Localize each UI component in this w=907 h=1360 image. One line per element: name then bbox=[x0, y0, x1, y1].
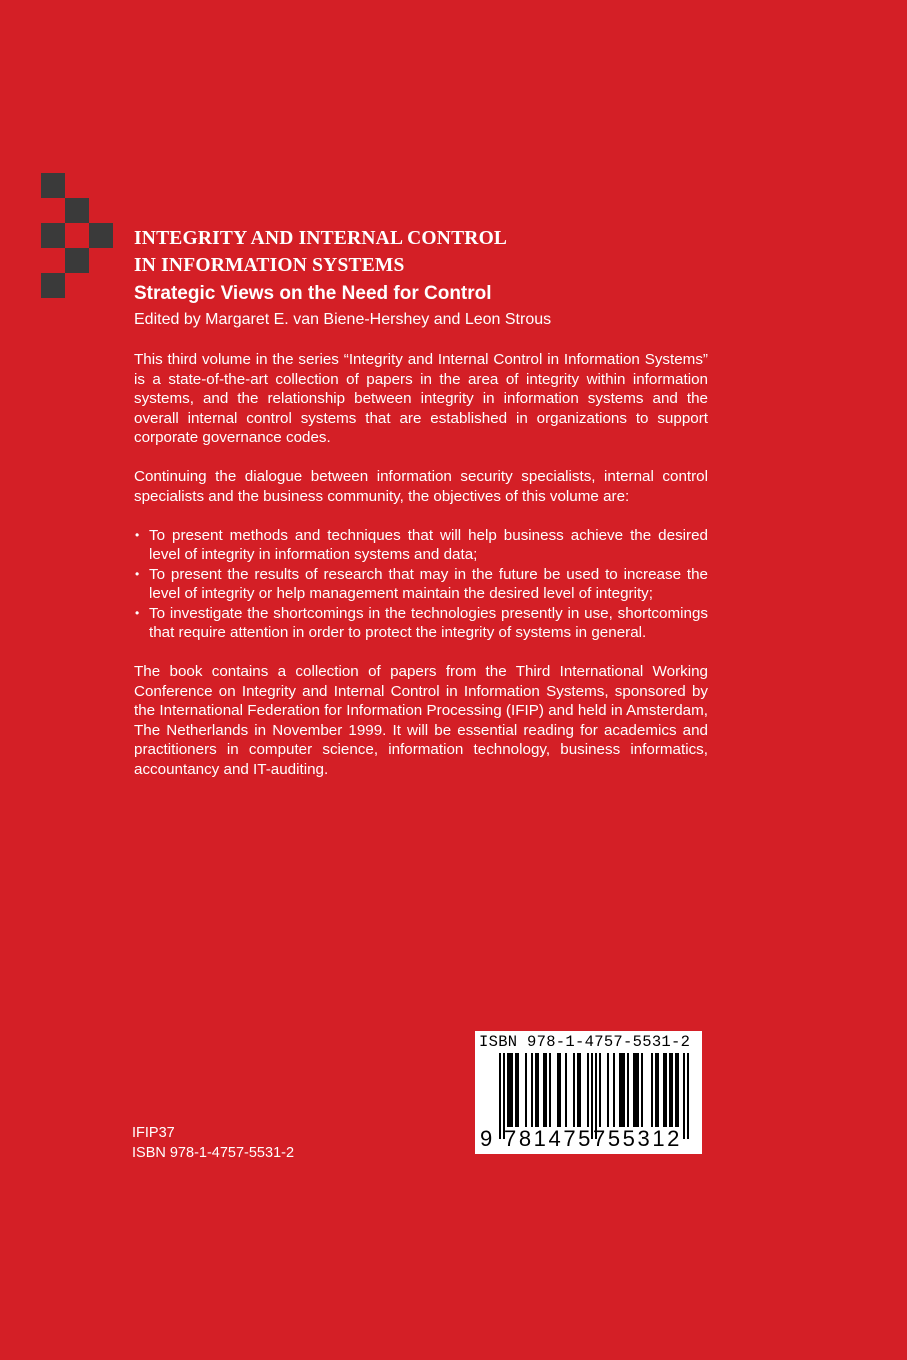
isbn-text: ISBN 978-1-4757-5531-2 bbox=[132, 1144, 295, 1161]
barcode-bar bbox=[641, 1053, 643, 1127]
barcode-bar bbox=[663, 1053, 665, 1127]
barcode-bar bbox=[621, 1053, 623, 1127]
bullet-icon: • bbox=[135, 566, 140, 581]
barcode-bar bbox=[633, 1053, 635, 1127]
barcode-bar bbox=[535, 1053, 537, 1127]
barcode-digit-first: 9 bbox=[480, 1126, 493, 1151]
barcode-bar bbox=[623, 1053, 625, 1127]
description-paragraph-1: This third volume in the series “Integrity and Internal Control in Information Systems” is a state-of-the-art collection of papers in the area of integrity within information systems, and the relationship between integrity in information systems and the overall internal control systems that are established in organizations to support corporate governance codes. bbox=[134, 351, 708, 446]
objective-item bbox=[134, 604, 708, 643]
barcode-bar bbox=[637, 1053, 639, 1127]
barcode-bar bbox=[683, 1053, 685, 1139]
barcode-bar bbox=[671, 1053, 673, 1127]
objective-text: To present methods and techniques that will help business achieve the desired level of integrity in information systems and data; bbox=[149, 526, 708, 563]
objective-item bbox=[134, 565, 708, 604]
barcode-bar bbox=[543, 1053, 545, 1127]
barcode-bar bbox=[559, 1053, 561, 1127]
barcode-bar bbox=[613, 1053, 615, 1127]
book-editors: Edited by Margaret E. van Biene-Hershey and Leon Strous bbox=[134, 311, 552, 328]
barcode-bar bbox=[675, 1053, 677, 1127]
barcode-bar bbox=[651, 1053, 653, 1127]
title-line-1: INTEGRITY AND INTERNAL CONTROL bbox=[134, 228, 508, 249]
barcode-isbn-label: ISBN 978-1-4757-5531-2 bbox=[479, 1033, 691, 1051]
barcode-bar bbox=[619, 1053, 621, 1127]
checkerboard-logo bbox=[41, 173, 113, 299]
barcode-bar bbox=[499, 1053, 501, 1139]
book-title bbox=[134, 225, 714, 279]
book-subtitle: Strategic Views on the Need for Control bbox=[134, 283, 492, 304]
barcode-bar bbox=[537, 1053, 539, 1127]
barcode-bar bbox=[509, 1053, 511, 1127]
barcode-bar bbox=[557, 1053, 559, 1127]
barcode-bar bbox=[665, 1053, 667, 1127]
barcode-digits-right: 755312 bbox=[593, 1126, 683, 1151]
bullet-icon: • bbox=[135, 527, 140, 542]
isbn-barcode bbox=[475, 1031, 702, 1154]
description-paragraph-2: Continuing the dialogue between information security specialists, internal control specialists and the business community, the objectives of this volume are: bbox=[134, 468, 708, 505]
barcode-bar bbox=[531, 1053, 533, 1127]
barcode-bar bbox=[549, 1053, 551, 1127]
barcode-bar bbox=[587, 1053, 589, 1127]
title-block bbox=[134, 225, 714, 331]
barcode-bar bbox=[565, 1053, 567, 1127]
description-paragraph-3: The book contains a collection of papers from the Third International Working Conference on Integrity and Internal Control in Information Systems, sponsored by the International Federation for Information Processing (IFIP) and held in Amsterdam, The Netherlands in November 1999. It will be essential reading for academics and practitioners in computer science, information technology, business informatics, accountancy and IT-auditing. bbox=[134, 663, 708, 778]
barcode-bar bbox=[515, 1053, 517, 1127]
barcode-bar bbox=[677, 1053, 679, 1127]
barcode-bar bbox=[517, 1053, 519, 1127]
barcode-bar bbox=[635, 1053, 637, 1127]
barcode-bar bbox=[511, 1053, 513, 1127]
barcode-bar bbox=[525, 1053, 527, 1127]
barcode-bar bbox=[573, 1053, 575, 1127]
title-line-2: IN INFORMATION SYSTEMS bbox=[134, 255, 405, 276]
book-identifiers bbox=[132, 1124, 294, 1163]
barcode-bar bbox=[657, 1053, 659, 1127]
series-number: IFIP37 bbox=[132, 1125, 175, 1141]
bullet-icon: • bbox=[135, 605, 140, 620]
objective-item bbox=[134, 526, 708, 565]
barcode-bar bbox=[545, 1053, 547, 1127]
barcode-bar bbox=[669, 1053, 671, 1127]
barcode-bar bbox=[577, 1053, 579, 1127]
barcode-bar bbox=[599, 1053, 601, 1127]
barcode-bar bbox=[687, 1053, 689, 1139]
barcode-digits-left: 781475 bbox=[504, 1126, 594, 1151]
objective-text: To investigate the shortcomings in the technologies presently in use, shortcomings that require attention in order to protect the integrity of systems in general. bbox=[149, 604, 708, 641]
barcode-bar bbox=[627, 1053, 629, 1127]
barcode-bar bbox=[579, 1053, 581, 1127]
barcode-bar bbox=[655, 1053, 657, 1127]
barcode-bar bbox=[607, 1053, 609, 1127]
description bbox=[134, 350, 708, 799]
objectives-list bbox=[134, 526, 708, 643]
objective-text: To present the results of research that may in the future be used to increase the level of integrity or help management maintain the desired level of integrity; bbox=[149, 565, 708, 602]
barcode-bar bbox=[507, 1053, 509, 1127]
